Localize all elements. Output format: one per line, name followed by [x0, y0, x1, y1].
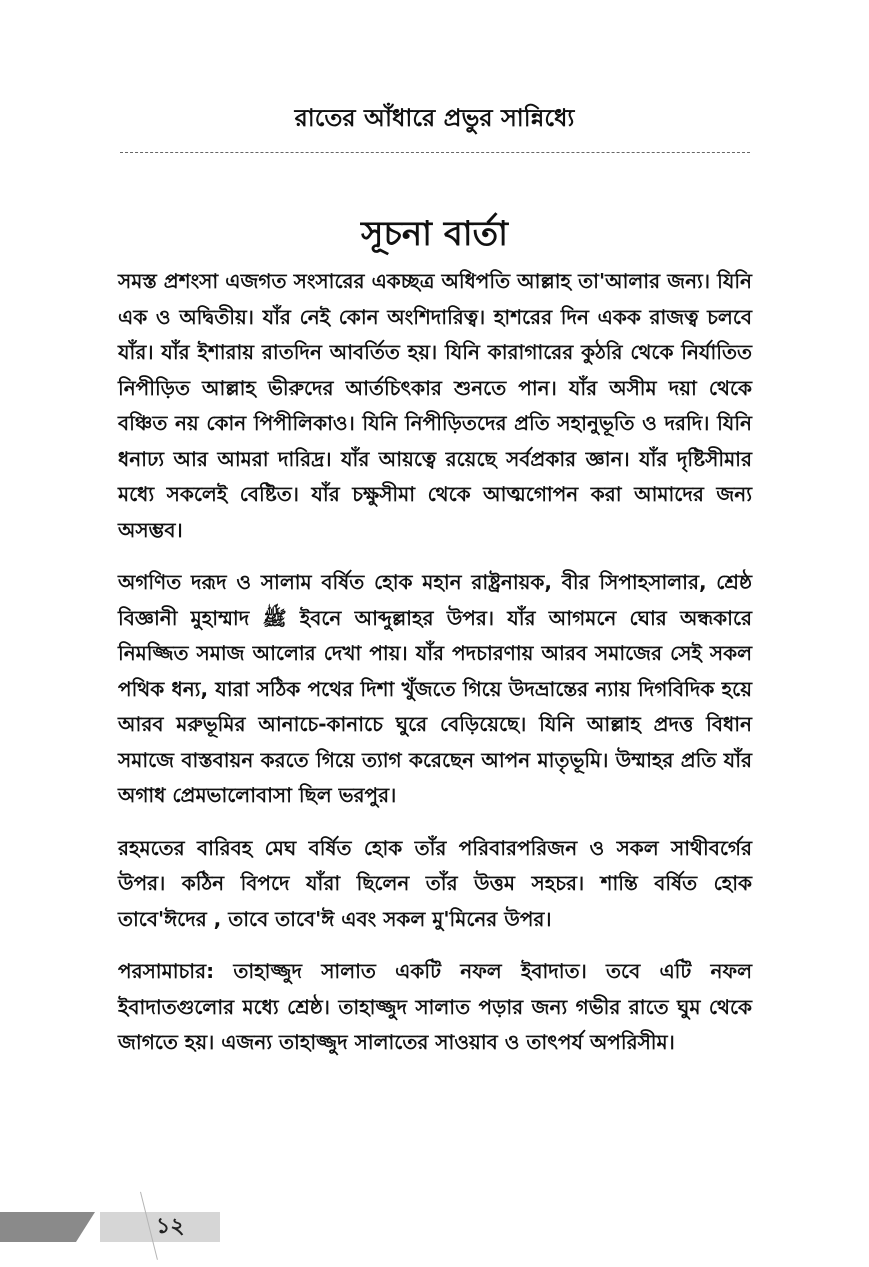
- paragraph-salutation: অগণিত দরূদ ও সালাম বর্ষিত হোক মহান রাষ্ট্রনায়ক, বীর সিপাহসালার, শ্রেষ্ঠ বিজ্ঞানী মুহাম্মাদ ﷺ ইবনে আব্দুল্লাহর উপর। যাঁর আগমনে ঘোর অন্ধকারে নিমজ্জিত সমাজ আলোর দেখা পায়। যাঁর পদচারণায় আরব সমাজের সেই সকল পথিক ধন্য, যারা সঠিক পথের দিশা খুঁজতে গিয়ে উদভ্রান্তের ন্যায় দিগবিদিক হয়ে আরব মরুভূমির আনাচে-কানাচে ঘুরে বেড়িয়েছে। যিনি আল্লাহ প্রদত্ত বিধান সমাজে বাস্তবায়ন করতে গিয়ে ত্যাগ করেছেন আপন মাতৃভূমি। উম্মাহর প্রতি যাঁর অগাধ প্রেমভালোবাসা ছিল ভরপুর।: [118, 570, 752, 807]
- footer-dark-tab: [0, 1212, 95, 1242]
- body-text: [118, 264, 752, 1078]
- paragraph-companions: রহমতের বারিবহ মেঘ বর্ষিত হোক তাঁর পরিবারপরিজন ও সকল সাথীবর্গের উপর। কঠিন বিপদে যাঁরা ছিলেন তাঁর উত্তম সহচর। শান্তি বর্ষিত হোক তাবে'ঈদের , তাবে তাবে'ঈ এবং সকল মু'মিনের উপর।: [118, 835, 752, 931]
- page-number: ১২: [156, 1214, 185, 1239]
- paragraph-tahajjud: পরসামাচার: তাহাজ্জুদ সালাত একটি নফল ইবাদাত। তবে এটি নফল ইবাদাতগুলোর মধ্যে শ্রেষ্ঠ। তাহাজ্জুদ সালাত পড়ার জন্য গভীর রাতে ঘুম থেকে জাগতে হয়। এজন্য তাহাজ্জুদ সালাতের সাওয়াব ও তাৎপর্য অপরিসীম।: [118, 959, 752, 1054]
- running-header-title: রাতের আঁধারে প্রভুর সান্নিধ্যে: [294, 104, 575, 132]
- footer-band: [0, 1212, 220, 1242]
- header-divider: [120, 152, 750, 153]
- paragraph-praise: সমস্ত প্রশংসা এজগত সংসারের একচ্ছত্র অধিপতি আল্লাহ তা'আলার জন্য। যিনি এক ও অদ্বিতীয়। যাঁর নেই কোন অংশিদারিত্ব। হাশরের দিন একক রাজত্ব চলবে যাঁর। যাঁর ইশারায় রাতদিন আবর্তিত হয়। যিনি কারাগারের কুঠরি থেকে নির্যাতিত নিপীড়িত আল্লাহ ভীরুদের আর্তচিৎকার শুনতে পান। যাঁর অসীম দয়া থেকে বঞ্চিত নয় কোন পিপীলিকাও। যিনি নিপীড়িতদের প্রতি সহানুভূতি ও দরদি। যিনি ধনাঢ্য আর আমরা দারিদ্র। যাঁর আয়ত্বে রয়েছে সর্বপ্রকার জ্ঞান। যাঁর দৃষ্টিসীমার মধ্যে সকলেই বেষ্টিত। যাঁর চক্ষুসীমা থেকে আত্মগোপন করা আমাদের জন্য অসম্ভব।: [118, 269, 752, 542]
- section-title: সূচনা বার্তা: [361, 214, 508, 254]
